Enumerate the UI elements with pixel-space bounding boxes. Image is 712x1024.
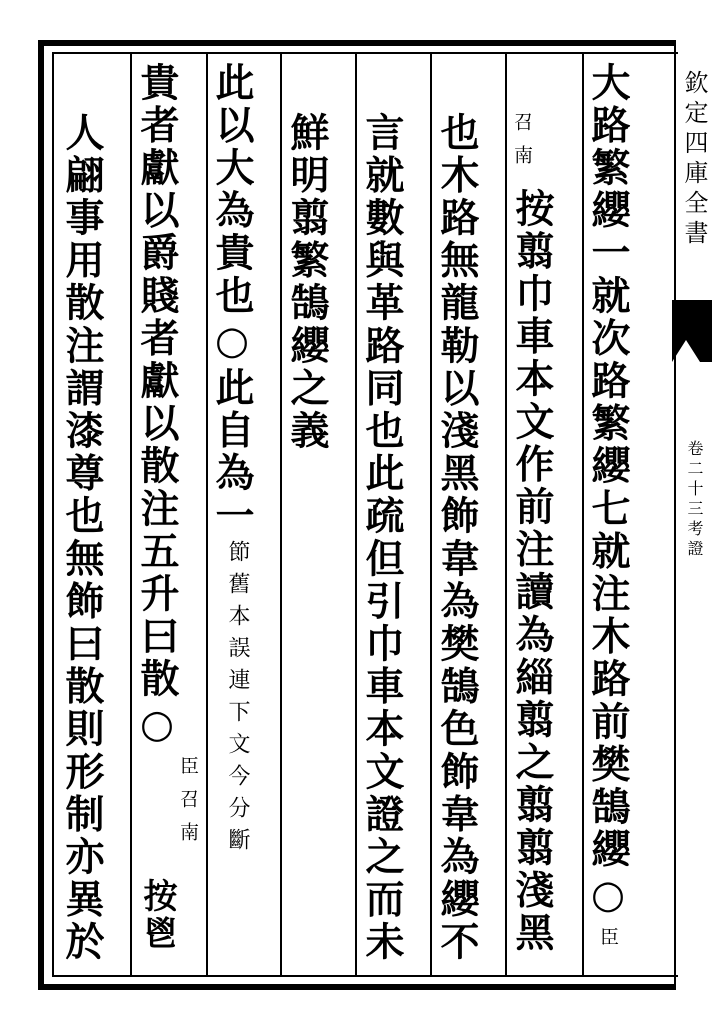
fishtail-mark xyxy=(672,300,712,362)
text-column-7-note xyxy=(178,756,197,855)
main-text: 此以大為貴也 xyxy=(209,62,255,318)
text-column-5 xyxy=(284,112,330,453)
circle-mark: ○ xyxy=(134,701,180,751)
column-rule xyxy=(582,53,584,975)
volume-label: 卷二十三考證 xyxy=(685,440,704,560)
text-column-7-tail xyxy=(137,878,177,954)
annotation-text: 召南 xyxy=(511,112,533,178)
book-title: 欽定四庫全書 xyxy=(680,70,708,250)
column-rule xyxy=(430,53,432,975)
main-text: 此自為一 xyxy=(209,367,255,538)
column-rule xyxy=(505,53,507,975)
text-column-6 xyxy=(209,62,255,538)
text-column-4 xyxy=(359,112,405,964)
main-text: 大路繁纓一就次路繁纓七就注木路前樊鵠纓 xyxy=(585,62,631,872)
column-rule xyxy=(206,53,208,975)
text-column-7 xyxy=(134,62,180,751)
frame-inner-bottom-line xyxy=(52,975,678,977)
text-column-2-main xyxy=(509,188,555,955)
column-rule xyxy=(130,53,132,975)
column-rule xyxy=(280,53,282,975)
column-rule xyxy=(355,53,357,975)
main-text: 鮮明翦繁鵠纓之義 xyxy=(284,112,330,453)
header-strip-line xyxy=(674,40,676,990)
text-column-2 xyxy=(512,112,531,178)
circle-mark: ○ xyxy=(209,317,255,368)
main-text: 按翦巾車本文作前注讀為緇翦之翦翦淺黑 xyxy=(509,188,555,955)
main-text: 貴者獻以爵賤者獻以散注五升曰散 xyxy=(134,62,180,701)
text-column-8 xyxy=(59,112,105,964)
text-column-1 xyxy=(585,62,631,961)
annotation-text: 節舊本誤連下文今分斷 xyxy=(225,540,250,860)
annotation-text: 臣召南 xyxy=(177,756,199,855)
text-column-6-note xyxy=(226,540,248,860)
frame-inner-left-line xyxy=(52,52,54,976)
main-text: 也木路無龍勒以淺黑飾韋為樊鵠色飾韋為纓不 xyxy=(434,112,480,964)
circle-mark: ○ xyxy=(585,871,631,922)
frame-inner-top-line xyxy=(52,52,678,54)
main-text: 言就數與革路同也此疏但引巾車本文證之而未 xyxy=(359,112,405,964)
main-text: 按鬯 xyxy=(137,878,177,954)
text-column-3 xyxy=(434,112,480,964)
annotation-text: 臣 xyxy=(597,927,619,961)
main-text: 人翩事用散注謂漆尊也無飾曰散則形制亦異於 xyxy=(59,112,105,964)
